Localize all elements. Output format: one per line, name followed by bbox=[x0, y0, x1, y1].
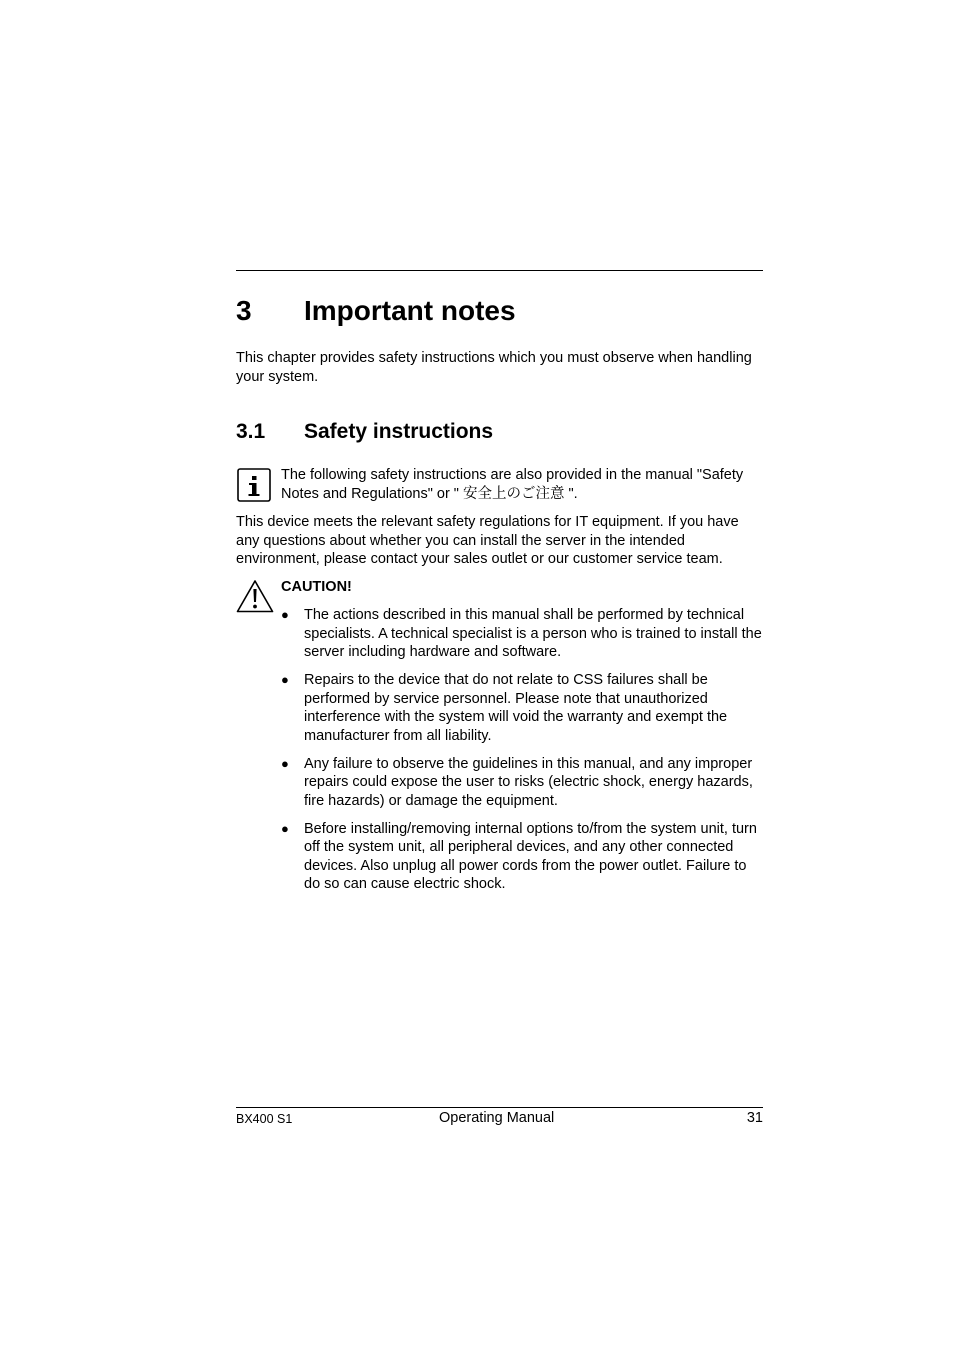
list-item-text: Before installing/removing internal options to/from the system unit, turn off the system unit, all peripheral devices, and any other connected devices. Also unplug all power cords from the power outlet. Failure to do so can cause electric shock. bbox=[304, 820, 757, 892]
footer-product: BX400 S1 bbox=[236, 1112, 293, 1126]
bullet-icon: ● bbox=[281, 607, 289, 622]
bullet-icon: ● bbox=[281, 755, 289, 771]
list-item bbox=[281, 606, 766, 662]
footer-rule bbox=[236, 1107, 763, 1108]
bullet-icon: ● bbox=[281, 672, 289, 687]
list-item bbox=[281, 755, 766, 811]
list-item bbox=[281, 820, 766, 894]
page-number: 31 bbox=[746, 1110, 763, 1126]
list-item bbox=[281, 671, 766, 745]
info-note-text: The following safety instructions are also provided in the manual "Safety Notes and Regulations" or " 安全上のご注意 ". bbox=[281, 467, 744, 502]
chapter-number: 3 bbox=[236, 295, 252, 326]
top-rule bbox=[236, 270, 763, 271]
section-number: 3.1 bbox=[236, 420, 266, 443]
body-paragraph: This device meets the relevant safety regulations for IT equipment. If you have any questions about whether you can install the server in the intended environment, please contact your sales outlet or our customer service team. bbox=[236, 514, 739, 568]
bullet-icon: ● bbox=[281, 820, 289, 836]
caution-heading: CAUTION! bbox=[281, 579, 352, 595]
chapter-title: Important notes bbox=[304, 295, 516, 326]
info-icon bbox=[237, 468, 271, 502]
footer-title: Operating Manual bbox=[439, 1110, 555, 1126]
list-item-text: Repairs to the device that do not relate to CSS failures shall be performed by service personnel. Please note that unauthorized interference with the system will void the warranty and exempt the manufacturer from all liability. bbox=[304, 672, 728, 744]
caution-list bbox=[281, 606, 766, 903]
section-heading bbox=[236, 418, 493, 446]
list-item-text: Any failure to observe the guidelines in this manual, and any improper repairs could expose the user to risks (electric shock, energy hazards, fire hazards) or damage the equipment. bbox=[304, 755, 753, 809]
chapter-heading bbox=[236, 292, 516, 330]
list-item-text: The actions described in this manual shall be performed by technical specialists. A technical specialist is a person who is trained to install the server including hardware and software. bbox=[304, 607, 762, 660]
warning-triangle-icon bbox=[236, 579, 274, 613]
section-title: Safety instructions bbox=[304, 420, 494, 443]
intro-paragraph: This chapter provides safety instructions which you must observe when handling your system. bbox=[236, 350, 752, 385]
